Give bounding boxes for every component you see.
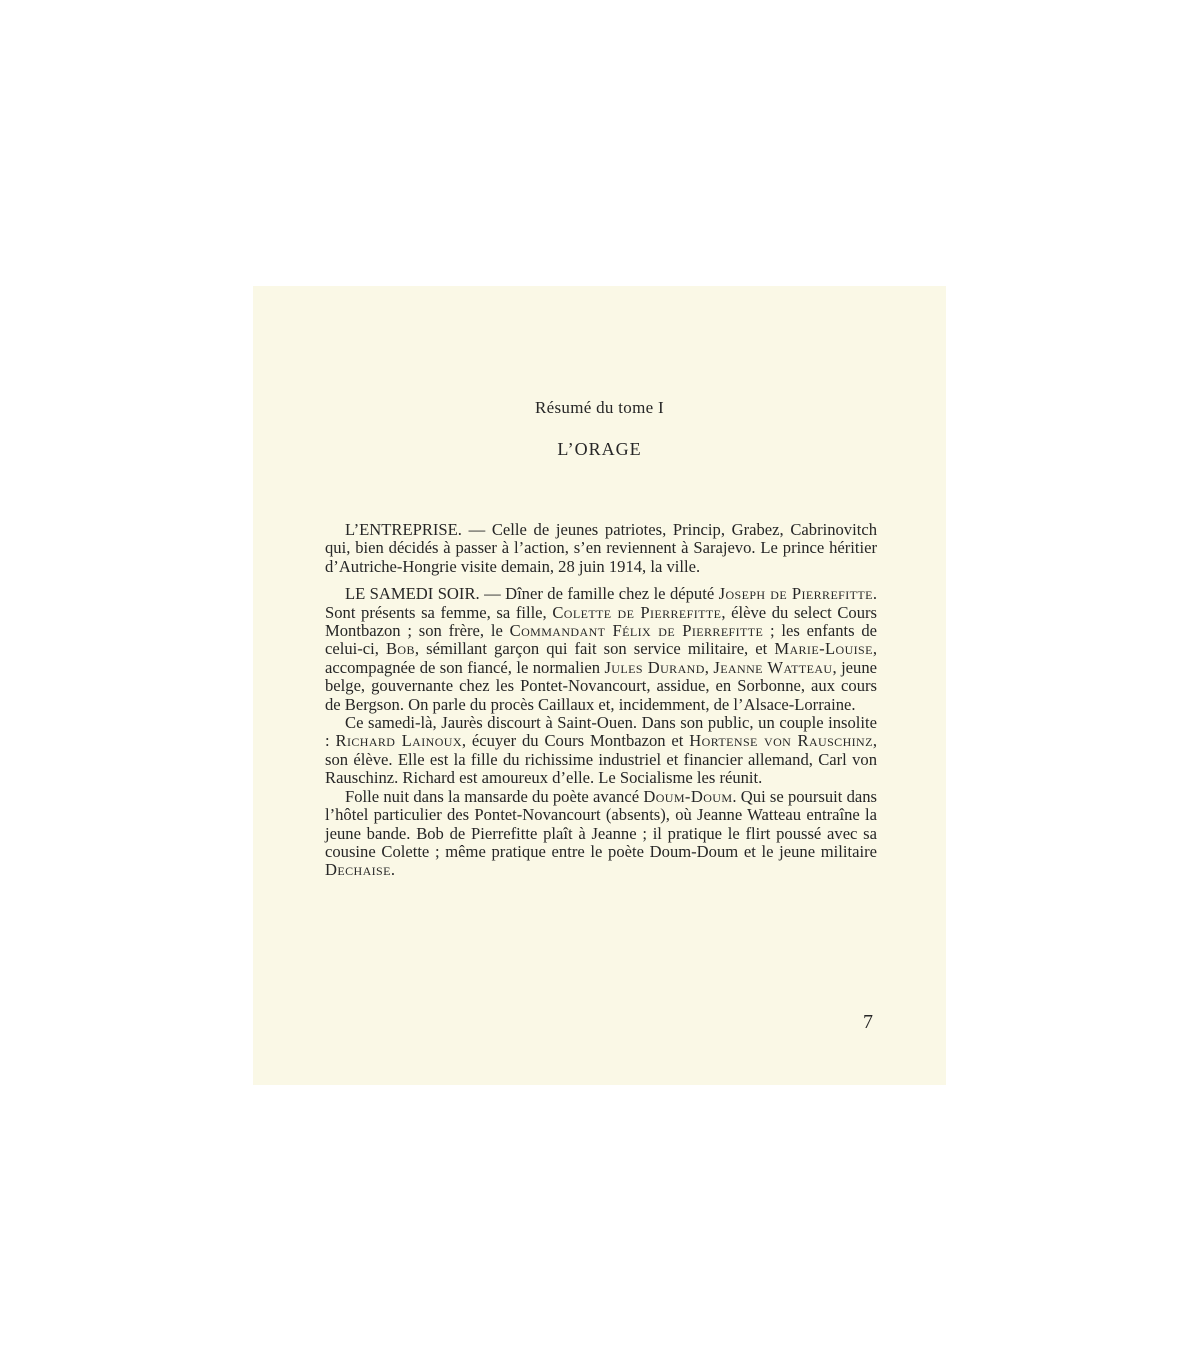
paragraph-heading: LE SAMEDI SOIR. [345, 584, 480, 604]
section-subtitle: Résumé du tome I [535, 398, 664, 417]
character-name: Marie-Louise [774, 639, 873, 659]
paragraph-text: Folle nuit dans la mansarde du poète avancé [345, 786, 644, 806]
book-page [253, 286, 946, 1085]
paragraph-text: Ce samedi-là, Jaurès discourt à Saint-Ouen. Dans son public, un couple insolite : [325, 713, 877, 751]
character-name: Jules Durand [604, 657, 705, 677]
paragraph-text: , écuyer du Cours Montbazon et [461, 731, 690, 751]
character-name: Dechaise [325, 860, 391, 880]
character-name: Doum-Doum [643, 786, 733, 806]
character-name: Jeanne Watteau [713, 657, 833, 677]
paragraph-samedi-soir [325, 585, 877, 714]
page-number: 7 [863, 1011, 873, 1033]
paragraph-heading: L’ENTREPRISE. [345, 520, 462, 539]
character-name: Hortense von Rauschinz [689, 731, 873, 751]
paragraph-text: . Qui se poursuit dans l’hôtel particulier des Pontet-Novancourt (absents), où Jeanne Watteau entraîne la jeune bande. Bob de Pierrefitte plaît à Jeanne ; il pratique le flirt poussé avec sa cousine Colette ; même pratique entre le poète Doum-Doum et le jeune militaire [325, 786, 878, 861]
paragraph-entreprise [325, 521, 877, 576]
paragraph-text: — Celle de jeunes patriotes, Princip, Grabez, Cabrinovitch qui, bien décidés à passer à l’action, s’en reviennent à Sarajevo. Le prince héritier d’Autriche-Hongrie visite demain, 28 juin 1914, la ville. [325, 520, 877, 576]
paragraph-text: , accompagnée de son fiancé, le normalien [325, 639, 878, 677]
character-name: Commandant Félix de Pierrefitte [509, 621, 764, 641]
paragraph-text: , sémillant garçon qui fait son service militaire, et [414, 639, 775, 659]
paragraph-text: , son élève. Elle est la fille du richissime industriel et financier allemand, Carl von Rauschinz. Richard est amoureux d’elle. Le Socialisme les réunit. [325, 731, 877, 788]
character-name: Bob [385, 639, 415, 659]
summary-body [325, 521, 877, 880]
paragraph-text: , [704, 657, 714, 677]
paragraph-text: , jeune belge, gouvernante chez les Pontet-Novancourt, assidue, en Sorbonne, aux cours de Bergson. On parle du procès Caillaux et, incidemment, de l’Alsace-Lorraine. [325, 657, 877, 714]
paragraph-text: . Sont présents sa femme, sa fille, [325, 584, 877, 622]
character-name: Richard Lainoux [335, 731, 462, 751]
paragraph-text: , élève du select Cours Montbazon ; son frère, le [325, 602, 878, 641]
paragraph-text: . [390, 860, 396, 880]
character-name: Colette de Pierrefitte [552, 602, 722, 622]
paragraph-text: ; les enfants de celui-ci, [325, 621, 878, 659]
character-name: Joseph de Pierrefitte [718, 584, 873, 604]
paragraph-text: — Dîner de famille chez le député [479, 584, 719, 604]
paragraph-jaures [325, 714, 877, 788]
section-title: L’ORAGE [557, 439, 642, 459]
paragraph-folle-nuit [325, 788, 877, 880]
